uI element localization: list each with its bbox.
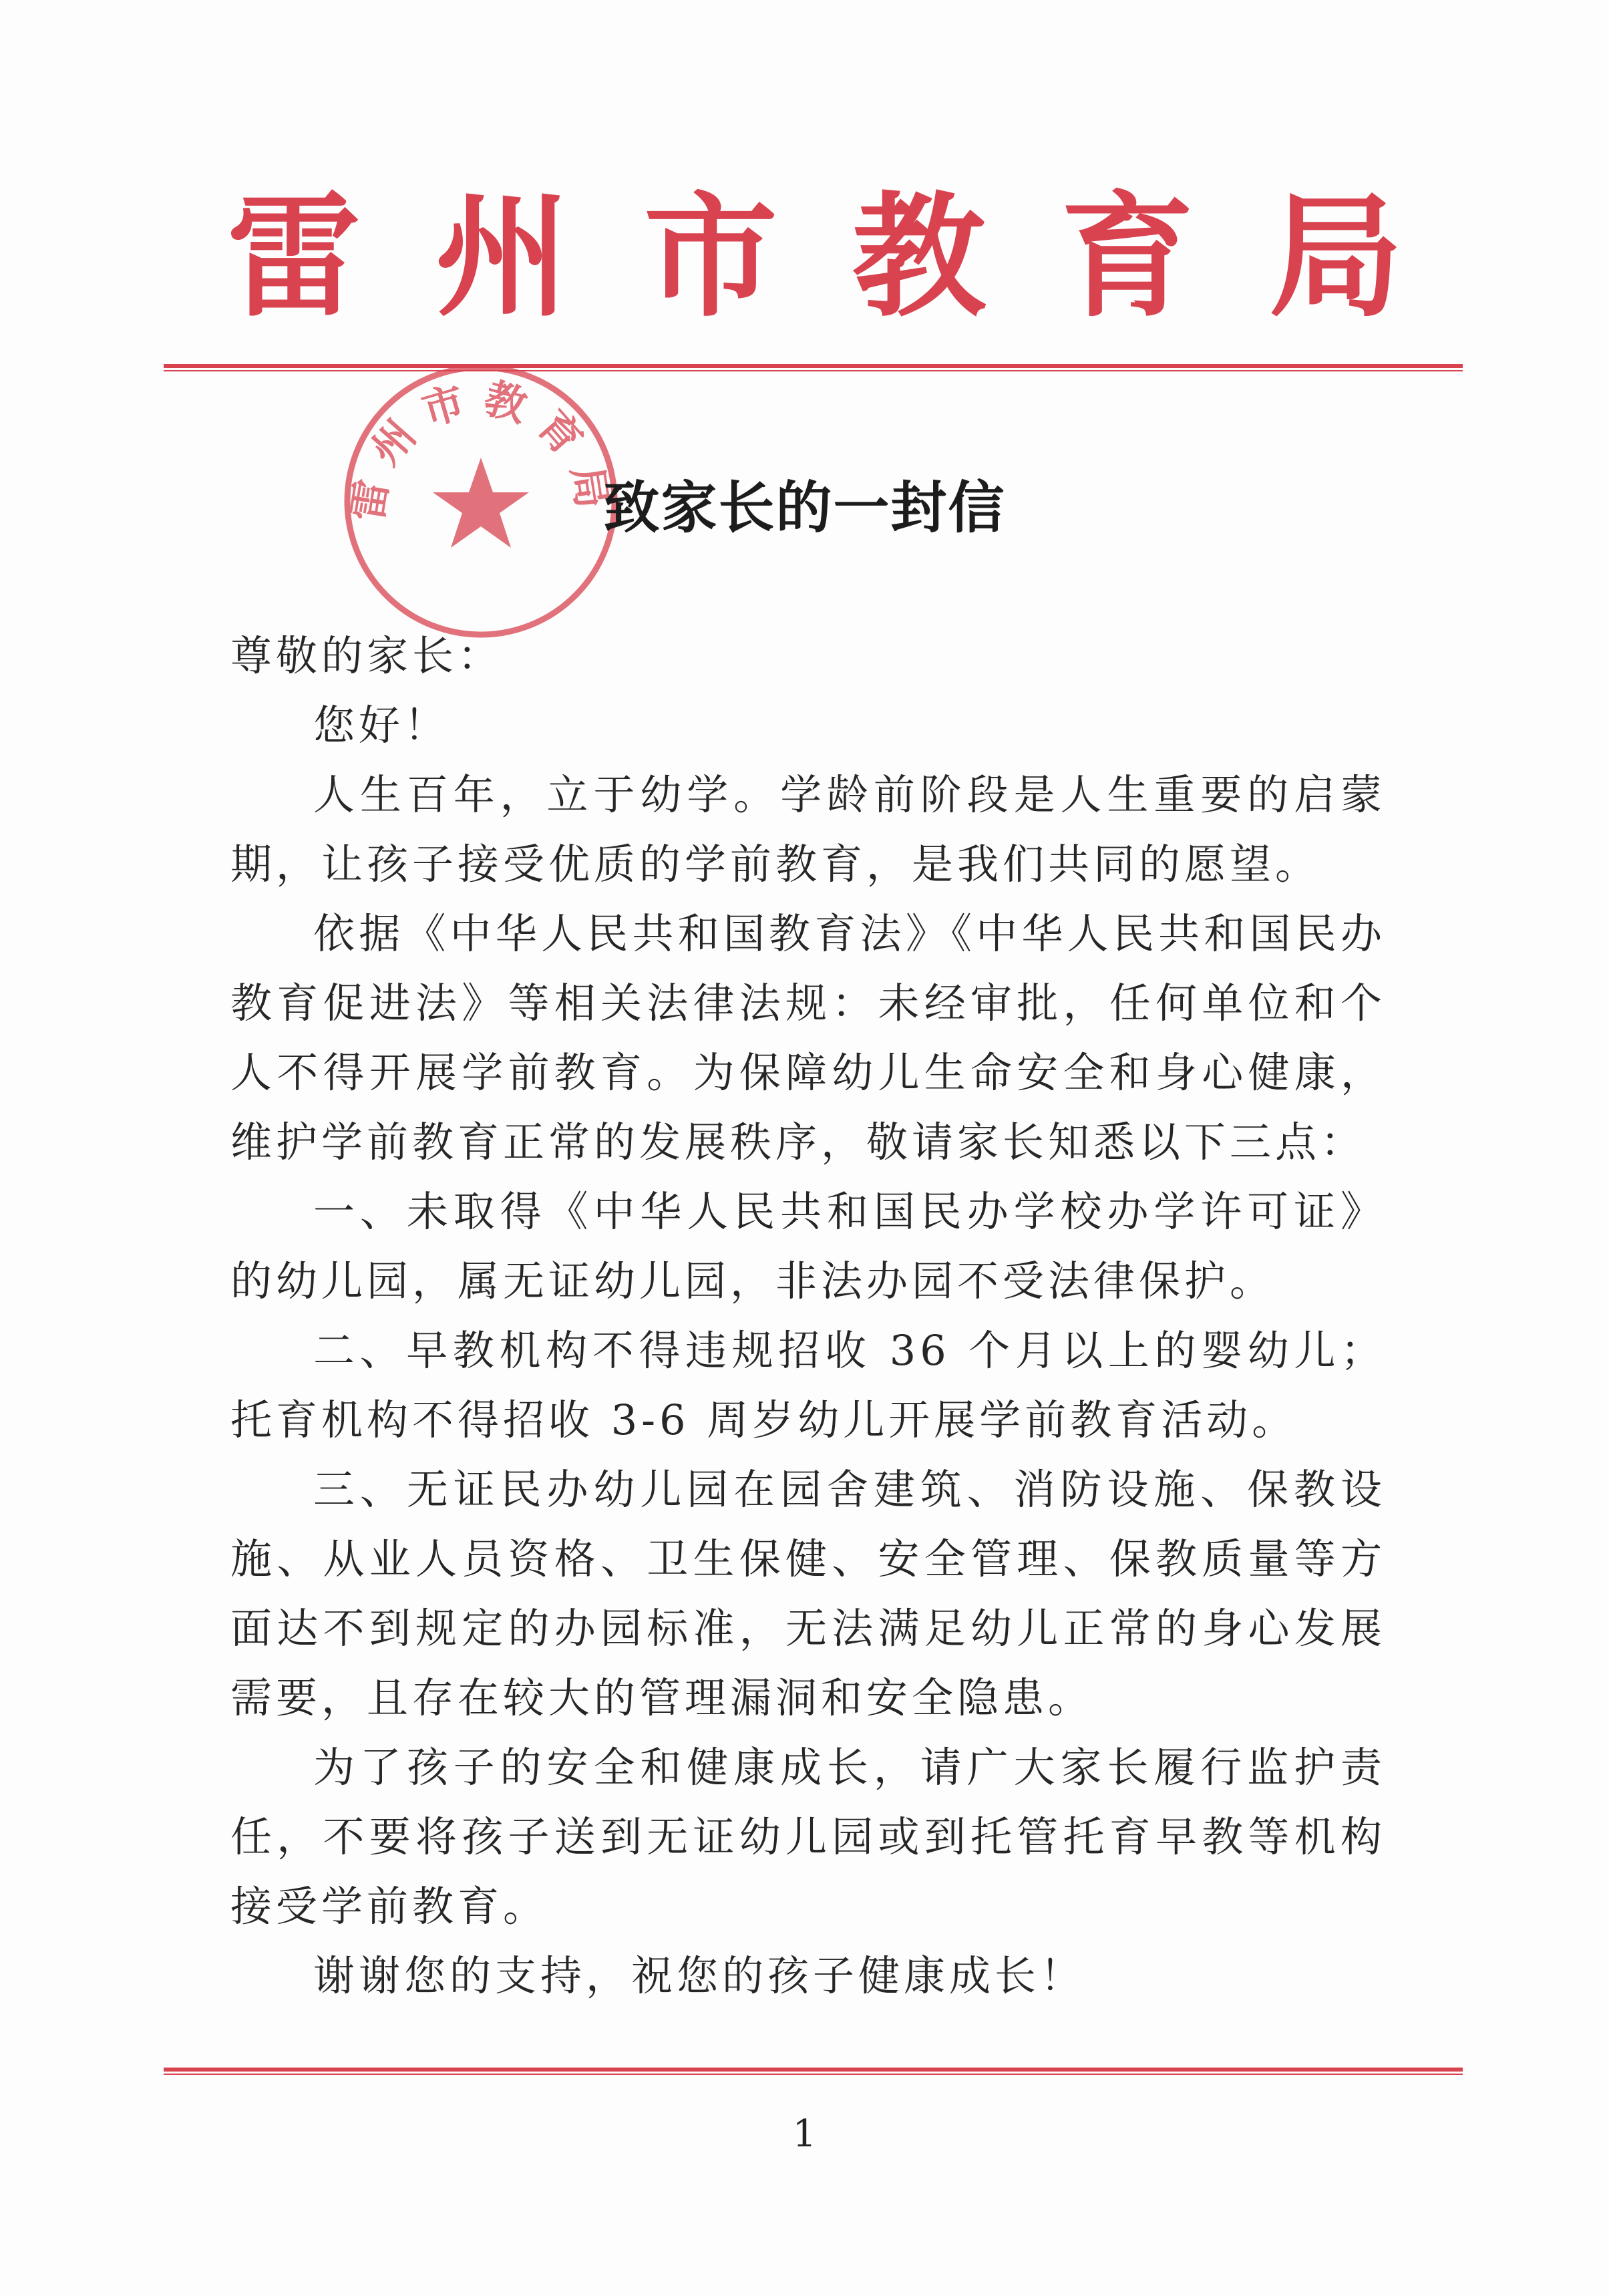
masthead-char: 局 <box>1268 178 1403 335</box>
greeting: 您好！ <box>313 701 450 750</box>
paragraph: 三、无证民办幼儿园在园舍建筑、消防设施、保教设施、从业人员资格、卫生保健、安全管理、保教质量等方面达不到规定的办园标准，无法满足幼儿正常的身心发展需要，且存在较大的管理漏洞和安全隐患。 <box>230 1465 1386 1722</box>
page-number: 1 <box>792 2112 817 2156</box>
closing-line: 谢谢您的支持，祝您的孩子健康成长！ <box>313 1951 1086 2000</box>
masthead-char: 育 <box>1060 178 1194 335</box>
salutation: 尊敬的家长： <box>230 631 504 680</box>
svg-text:雷州市教育局: 雷州市教育局 <box>343 373 619 525</box>
footer-divider <box>164 2068 1463 2076</box>
letter-body <box>230 621 1386 2011</box>
masthead-char: 州 <box>435 178 569 335</box>
paragraph: 依据《中华人民共和国教育法》《中华人民共和国民办教育促进法》等相关法律法规：未经审批，任何单位和个人不得开展学前教育。为保障幼儿生命安全和身心健康，维护学前教育正常的发展秩序，敬请家长知悉以下三点： <box>230 909 1386 1166</box>
paragraph: 人生百年，立于幼学。学龄前阶段是人生重要的启蒙期，让孩子接受优质的学前教育，是我们共同的愿望。 <box>230 770 1386 888</box>
letter-title: 致家长的一封信 <box>603 474 1006 540</box>
masthead <box>227 180 1403 334</box>
masthead-char: 教 <box>852 178 986 335</box>
paragraph: 二、早教机构不得违规招收 36 个月以上的婴幼儿；托育机构不得招收 3-6 周岁幼儿开展学前教育活动。 <box>230 1326 1386 1444</box>
masthead-char: 雷 <box>227 178 361 335</box>
masthead-char: 市 <box>643 178 777 335</box>
paragraph: 一、未取得《中华人民共和国民办学校办学许可证》的幼儿园，属无证幼儿园，非法办园不受法律保护。 <box>230 1187 1386 1305</box>
paragraph: 为了孩子的安全和健康成长，请广大家长履行监护责任，不要将孩子送到无证幼儿园或到托管托育早教等机构接受学前教育。 <box>230 1743 1386 1931</box>
